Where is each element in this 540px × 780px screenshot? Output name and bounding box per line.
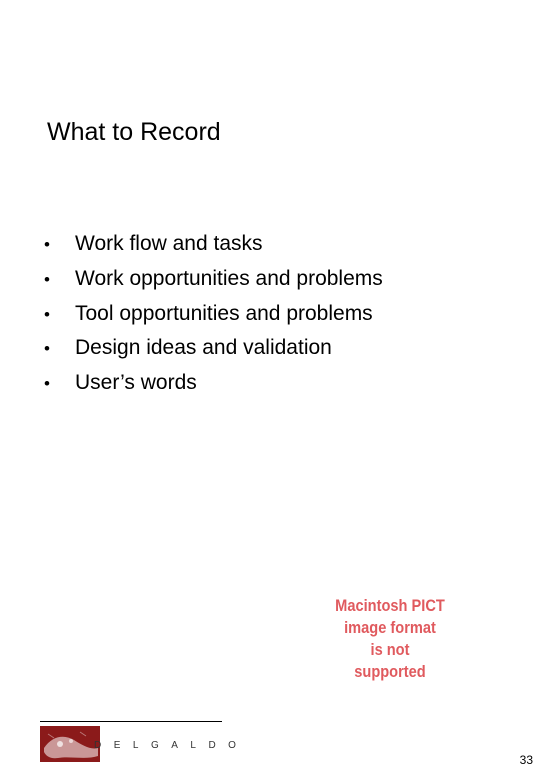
bullet-icon: • (44, 304, 50, 324)
unsupported-image-placeholder (335, 595, 445, 683)
list-item (44, 229, 383, 264)
bullet-icon: • (44, 235, 50, 254)
bullet-text: Tool opportunities and problems (75, 301, 373, 325)
bullet-text: User’s words (75, 371, 197, 395)
list-item (44, 333, 383, 368)
list-item (44, 264, 383, 299)
placeholder-line: Macintosh PICT (335, 596, 445, 615)
bullet-text: Work flow and tasks (75, 232, 263, 255)
placeholder-line: image format (344, 618, 436, 637)
bullet-list (44, 229, 383, 403)
list-item (44, 368, 383, 403)
logo-wordmark: DELGALDO (94, 740, 249, 751)
bullet-icon: • (44, 374, 50, 394)
bullet-text: Design ideas and validation (75, 336, 332, 360)
bullet-icon: • (44, 339, 50, 359)
placeholder-line: is not supported (354, 640, 426, 681)
company-logo (40, 726, 249, 762)
slide-title: What to Record (47, 118, 221, 146)
list-item (44, 299, 383, 334)
bullet-text: Work opportunities and problems (75, 266, 383, 290)
page-number: 33 (519, 753, 533, 767)
logo-mark-icon (40, 726, 100, 762)
footer-divider (40, 721, 222, 722)
bullet-icon: • (44, 269, 50, 289)
